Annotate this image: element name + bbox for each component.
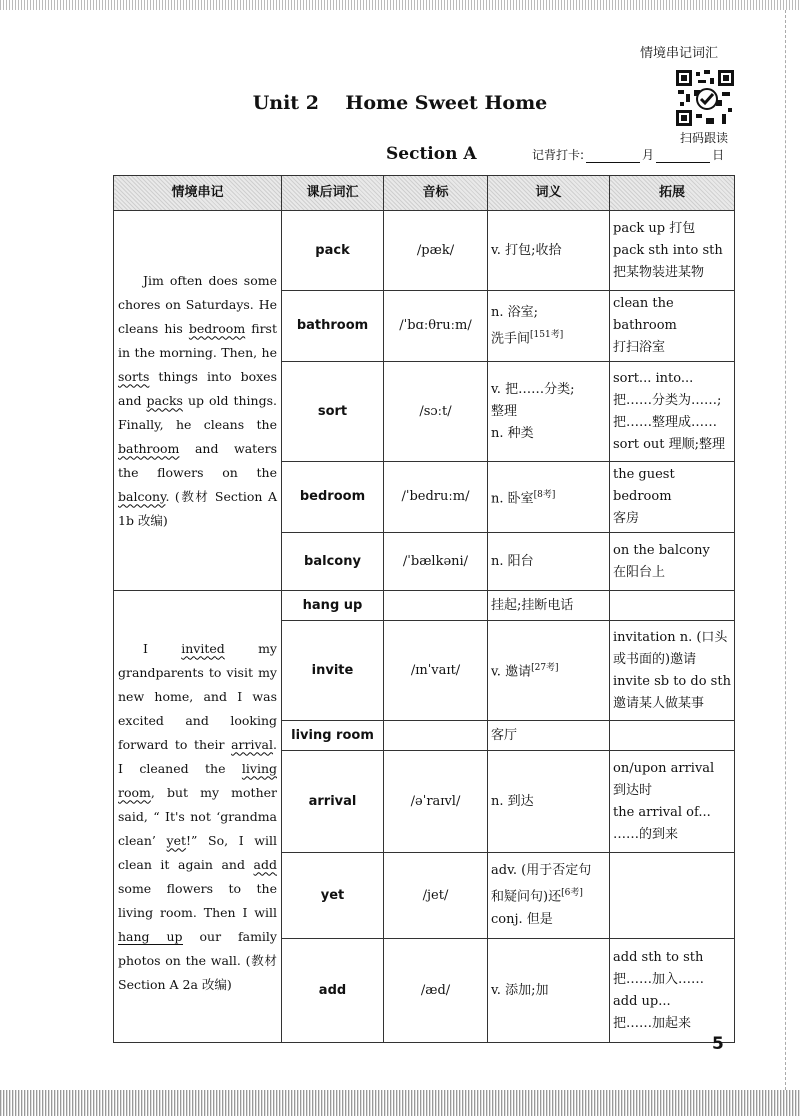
month-blank[interactable] — [586, 150, 640, 163]
cell-text: add sth to sth — [613, 949, 704, 965]
cell-text: 打扫浴室 — [613, 340, 666, 355]
cell-text: 把……加入…… — [613, 971, 705, 987]
meaning-cell — [488, 939, 610, 1043]
word-cell: bedroom — [282, 462, 384, 533]
story-key-word: arrival — [231, 736, 274, 752]
corner-label: 情境串记词汇 — [640, 46, 719, 61]
cell-text: v. 邀请 — [491, 664, 532, 680]
phonetic-cell: /ˈbælkəni/ — [384, 533, 488, 591]
cell-text: add up... — [613, 993, 671, 1009]
cell-text: v. 把……分类; — [491, 381, 575, 397]
cell-text: 洗手间 — [491, 331, 531, 347]
cell-text: 到达时 — [613, 782, 653, 798]
cell-line — [491, 240, 606, 262]
cell-text: n. 阳台 — [491, 553, 534, 569]
word-cell: sort — [282, 362, 384, 462]
table-row — [114, 211, 735, 291]
cell-line — [491, 484, 606, 510]
exam-count: [151考] — [530, 329, 564, 340]
cell-text: 客厅 — [491, 727, 518, 743]
phonetic-cell: /jet/ — [384, 853, 488, 939]
story-text: first in the morning. Then, he — [118, 320, 277, 360]
cell-text: v. 添加;加 — [491, 982, 549, 998]
cell-line — [491, 379, 606, 401]
day-label: 日 — [712, 148, 725, 162]
cell-text: the guest bedroom — [613, 467, 675, 504]
phonetic-cell — [384, 591, 488, 621]
word-cell: pack — [282, 211, 384, 291]
cell-text: pack up 打包 — [613, 220, 696, 236]
day-blank[interactable] — [656, 150, 710, 163]
extension-cell — [610, 362, 735, 462]
checkin-label: 记背打卡: — [532, 148, 585, 162]
story-text: . (教材 Section A 1b 改编) — [118, 488, 277, 528]
page-edge — [785, 10, 794, 1090]
scan-noise-bottom — [0, 1090, 800, 1116]
story-text: !” So, I will clean it again and — [118, 832, 277, 872]
phonetic-cell: /pæk/ — [384, 211, 488, 291]
phonetic-cell: /ɪnˈvaɪt/ — [384, 621, 488, 721]
extension-cell — [610, 591, 735, 621]
cell-text: 邀请某人做某事 — [613, 695, 705, 711]
exam-count: [27考] — [531, 663, 559, 674]
story-text: I — [143, 640, 182, 656]
cell-text: the arrival of... — [613, 804, 711, 820]
cell-line — [491, 980, 606, 1002]
story-text: our family photos on the wall. (教材 Section A 2a 改编) — [118, 928, 277, 992]
story-paragraph — [118, 637, 277, 997]
word-cell: balcony — [282, 533, 384, 591]
cell-line — [613, 991, 731, 1013]
story-key-word: living room — [118, 760, 277, 800]
story-paragraph — [118, 269, 277, 533]
story-key-word: sorts — [118, 368, 150, 384]
word-cell: bathroom — [282, 291, 384, 362]
cell-line — [613, 562, 731, 584]
header-extension: 拓展 — [610, 176, 735, 211]
meaning-cell — [488, 621, 610, 721]
cell-line — [613, 802, 731, 824]
cell-text: n. 到达 — [491, 793, 534, 809]
extension-cell — [610, 291, 735, 362]
cell-text: 或书面的)邀请 — [613, 651, 697, 667]
cell-line — [613, 412, 731, 434]
cell-text: 把某物装进某物 — [613, 264, 705, 280]
table-row — [114, 591, 735, 621]
word-cell: arrival — [282, 751, 384, 853]
story-cell-1 — [114, 211, 282, 591]
meaning-cell — [488, 751, 610, 853]
cell-text: 整理 — [491, 403, 518, 419]
cell-line — [613, 337, 731, 359]
cell-line — [613, 671, 731, 693]
cell-text: ……的到来 — [613, 826, 679, 842]
meaning-cell — [488, 591, 610, 621]
cell-text: on/upon arrival — [613, 760, 715, 776]
extension-cell — [610, 853, 735, 939]
phonetic-cell — [384, 721, 488, 751]
cell-line — [613, 649, 731, 671]
cell-line — [491, 401, 606, 423]
cell-line — [613, 627, 731, 649]
header-word: 课后词汇 — [282, 176, 384, 211]
word-cell: yet — [282, 853, 384, 939]
cell-line — [613, 693, 731, 715]
story-text: my grandparents to visit my new home, and I was excited and looking forward to their — [118, 640, 277, 752]
cell-text: on the balcony — [613, 542, 710, 558]
cell-text: v. 打包;收拾 — [491, 242, 562, 258]
cell-line — [491, 725, 606, 747]
cell-line — [613, 540, 731, 562]
phonetic-cell: /ˈbɑːθruːm/ — [384, 291, 488, 362]
cell-line — [491, 595, 606, 617]
cell-line — [613, 262, 731, 284]
word-cell: hang up — [282, 591, 384, 621]
cell-text: n. 浴室; — [491, 304, 539, 320]
cell-line — [613, 464, 731, 508]
story-text: some flowers to the living room. Then I will — [118, 880, 277, 920]
cell-line — [491, 791, 606, 813]
story-text: and waters the flowers on the — [118, 440, 277, 480]
cell-line — [613, 293, 731, 337]
story-text: , but my mother said, “ It's not ‘grandma clean’ — [118, 784, 277, 848]
extension-cell — [610, 462, 735, 533]
story-cell-2 — [114, 591, 282, 1043]
word-cell: living room — [282, 721, 384, 751]
cell-line — [613, 947, 731, 969]
phonetic-cell: /æd/ — [384, 939, 488, 1043]
cell-line — [491, 882, 606, 908]
meaning-cell — [488, 362, 610, 462]
word-cell: invite — [282, 621, 384, 721]
extension-cell — [610, 211, 735, 291]
story-key-word: balcony — [118, 488, 166, 504]
story-key-word: yet — [166, 832, 186, 848]
story-text: things into boxes and — [118, 368, 277, 408]
cell-text: 把……分类为……; — [613, 392, 722, 408]
cell-line — [613, 780, 731, 802]
phonetic-cell: /sɔːt/ — [384, 362, 488, 462]
meaning-cell — [488, 211, 610, 291]
cell-line — [613, 218, 731, 240]
cell-line — [613, 240, 731, 262]
unit-title: Unit 2 Home Sweet Home — [252, 92, 548, 114]
header-story: 情境串记 — [114, 176, 282, 211]
scan-noise-top — [0, 0, 800, 10]
cell-text: invitation n. (口头 — [613, 629, 728, 645]
cell-text: pack sth into sth — [613, 242, 723, 258]
story-text: . I cleaned the — [118, 736, 277, 776]
month-label: 月 — [642, 148, 655, 162]
cell-line — [491, 909, 606, 931]
story-key-word: hang up — [118, 928, 183, 944]
cell-line — [613, 824, 731, 846]
cell-line — [491, 657, 606, 683]
cell-line — [613, 368, 731, 390]
story-key-word: add — [253, 856, 277, 872]
cell-text: 把……整理成…… — [613, 414, 718, 430]
header-phonetic: 音标 — [384, 176, 488, 211]
story-text: up old things. Finally, he cleans the — [118, 392, 277, 432]
meaning-cell — [488, 721, 610, 751]
cell-line — [613, 434, 731, 456]
story-key-word: bathroom — [118, 440, 180, 456]
cell-text: 客房 — [613, 511, 640, 526]
exam-count: [6考] — [561, 888, 583, 899]
cell-line — [491, 551, 606, 573]
cell-line — [613, 508, 731, 530]
phonetic-cell: /ˈbedruːm/ — [384, 462, 488, 533]
extension-cell — [610, 751, 735, 853]
extension-cell — [610, 621, 735, 721]
table-header-row — [114, 176, 735, 211]
section-title: Section A — [386, 144, 477, 164]
cell-line — [613, 390, 731, 412]
qr-caption: 扫码跟读 — [680, 131, 729, 145]
exam-count: [8考] — [533, 489, 556, 500]
cell-line — [491, 302, 606, 324]
meaning-cell — [488, 291, 610, 362]
meaning-cell — [488, 462, 610, 533]
cell-line — [613, 1013, 731, 1035]
cell-text: sort... into... — [613, 370, 694, 386]
meaning-cell — [488, 533, 610, 591]
cell-text: clean the bathroom — [613, 296, 677, 333]
vocabulary-table — [113, 175, 735, 1043]
cell-line — [613, 758, 731, 780]
cell-text: adv. (用于否定句 — [491, 863, 592, 879]
extension-cell — [610, 939, 735, 1043]
cell-text: n. 卧室 — [491, 491, 534, 507]
story-key-word: packs — [146, 392, 183, 408]
cell-line — [613, 969, 731, 991]
story-text: Jim often does some chores on Saturdays. He cleans his — [118, 272, 277, 336]
cell-text: n. 种类 — [491, 425, 534, 441]
cell-line — [491, 423, 606, 445]
checkin-line — [532, 146, 724, 163]
cell-text: 和疑问句)还 — [491, 889, 562, 905]
cell-line — [491, 860, 606, 882]
word-cell: add — [282, 939, 384, 1043]
meaning-cell — [488, 853, 610, 939]
cell-text: invite sb to do sth — [613, 673, 731, 689]
cell-line — [491, 324, 606, 350]
page-number: 5 — [712, 1034, 724, 1054]
extension-cell — [610, 721, 735, 751]
header-meaning: 词义 — [488, 176, 610, 211]
story-key-word: bedroom — [188, 320, 246, 336]
cell-text: 把……加起来 — [613, 1015, 692, 1031]
cell-text: 在阳台上 — [613, 564, 666, 580]
extension-cell — [610, 533, 735, 591]
cell-text: sort out 理顺;整理 — [613, 436, 726, 452]
story-key-word: invited — [181, 640, 225, 656]
cell-text: conj. 但是 — [491, 911, 553, 927]
phonetic-cell: /əˈraɪvl/ — [384, 751, 488, 853]
cell-text: 挂起;挂断电话 — [491, 597, 574, 613]
